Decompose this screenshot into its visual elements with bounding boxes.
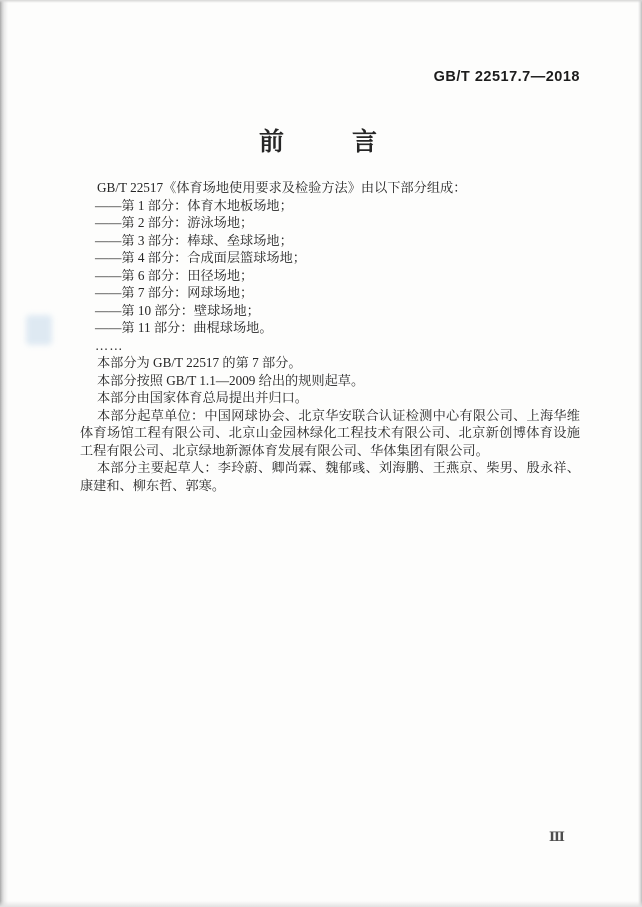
- list-item-part-4: ——第 4 部分：合成面层篮球场地；: [95, 250, 306, 265]
- paragraph-main-drafters: 本部分主要起草人：李玲蔚、卿尚霖、魏郁彧、刘海鹏、王燕京、柴男、殷永祥、康建和、柳东哲、郭寒。: [80, 460, 580, 493]
- paragraph-part-of: 本部分为 GB/T 22517 的第 7 部分。: [97, 355, 302, 370]
- page-title: 前 言: [258, 128, 383, 156]
- foreword-intro: GB/T 22517《体育场地使用要求及检验方法》由以下部分组成：: [97, 180, 467, 195]
- list-item-part-3: ——第 3 部分：棒球、垒球场地；: [95, 232, 293, 248]
- standard-code: GB/T 22517.7—2018: [433, 69, 580, 85]
- page-edge-shadow-top: [0, 0, 642, 3]
- foreword-body: [80, 179, 580, 494]
- list-item-part-6: ——第 6 部分：田径场地；: [95, 267, 254, 283]
- list-item-part-10: ——第 10 部分：壁球场地；: [95, 302, 260, 318]
- paragraph-drafting-rules: 本部分按照 GB/T 1.1—2009 给出的规则起草。: [97, 372, 365, 388]
- page-number: Ⅲ: [549, 829, 566, 844]
- ellipsis-line: ……: [95, 337, 124, 353]
- scan-artifact-blue-mark: [26, 315, 52, 345]
- paragraph-drafting-organizations: 本部分起草单位：中国网球协会、北京华安联合认证检测中心有限公司、上海华维体育场馆工程有限公司、北京山金园林绿化工程技术有限公司、北京新创博体育设施工程有限公司、北京绿地新源体育发展有限公司、华体集团有限公司。: [80, 407, 580, 458]
- page-edge-shadow-bottom: [0, 901, 642, 907]
- paragraph-issuing-body: 本部分由国家体育总局提出并归口。: [97, 390, 308, 405]
- list-item-part-1: ——第 1 部分：体育木地板场地；: [95, 197, 293, 213]
- list-item-part-11: ——第 11 部分：曲棍球场地。: [95, 320, 273, 335]
- list-item-part-2: ——第 2 部分：游泳场地；: [95, 215, 254, 230]
- list-item-part-7: ——第 7 部分：网球场地；: [95, 285, 254, 300]
